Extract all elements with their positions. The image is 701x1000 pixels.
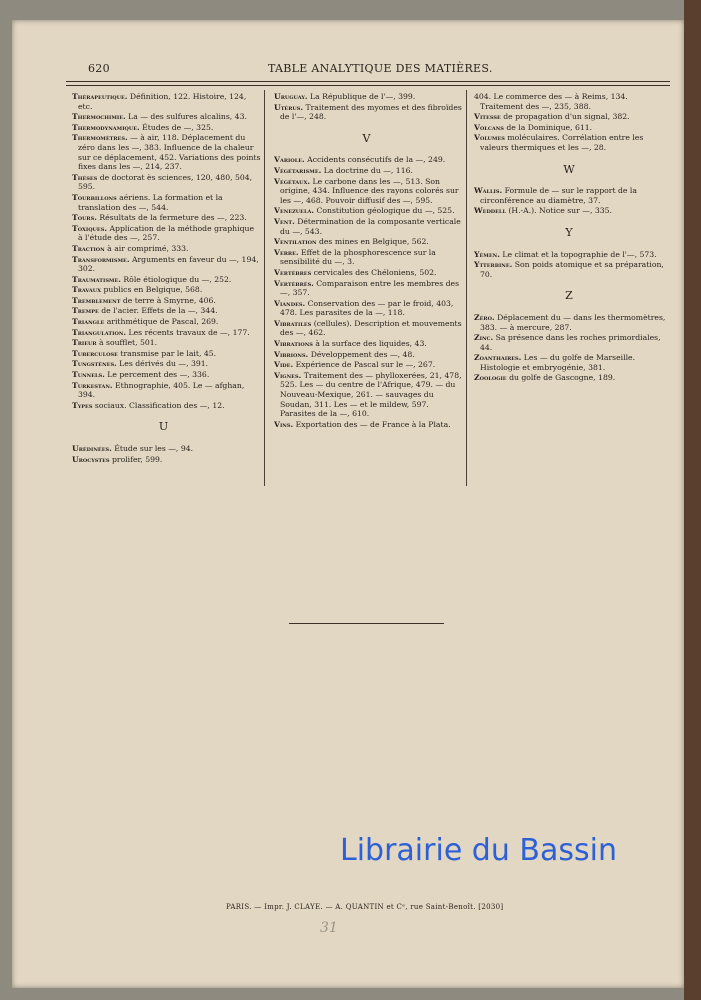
entry-text: Constitution géologique du —, 525.	[314, 206, 455, 216]
entry-heading: Vibrions.	[274, 349, 309, 359]
index-entry	[66, 244, 261, 254]
entry-text: Traitement des myomes et des fibroïdes de l'—, 248.	[280, 102, 462, 122]
index-entry	[468, 133, 670, 152]
index-entry	[468, 112, 670, 122]
entry-text: Exportation des — de France à la Plata.	[293, 419, 451, 429]
entry-heading: Yémen.	[474, 249, 500, 259]
entry-text: de propagation d'un signal, 382.	[500, 112, 630, 122]
entry-heading: Weddell	[474, 206, 506, 216]
entry-heading: Urocystes	[72, 454, 110, 464]
index-entry	[268, 166, 465, 176]
column-separator-2	[466, 90, 467, 486]
index-entry	[268, 350, 465, 360]
entry-heading: Vertébrés.	[274, 278, 314, 288]
entry-text: Développement des —, 48.	[308, 349, 415, 359]
index-entry	[66, 123, 261, 133]
index-entry	[268, 319, 465, 338]
entry-text: Études de —, 325.	[139, 122, 214, 132]
entry-heading: Turkestan.	[72, 380, 113, 390]
entry-text: La — des sulfures alcalins, 43.	[125, 112, 247, 122]
entry-text: La République de l'—, 399.	[307, 92, 416, 101]
index-entry	[468, 92, 670, 111]
index-entry	[66, 133, 261, 171]
index-entry	[268, 103, 465, 122]
entry-text: du golfe de Gascogne, 189.	[506, 373, 616, 383]
index-entry	[268, 279, 465, 298]
entry-text: de terre à Smyrne, 406.	[120, 295, 216, 305]
entry-text: Le climat et la topographie de l'—, 573.	[499, 249, 657, 259]
section-letter: U	[158, 420, 169, 434]
index-entry	[268, 155, 465, 165]
entry-heading: Vibrations	[274, 339, 313, 349]
entry-text: Son poids atomique et sa préparation, 70.	[480, 260, 664, 279]
end-rule	[289, 623, 444, 624]
section-letter: Z	[565, 289, 573, 303]
entry-heading: Tours.	[72, 213, 97, 223]
entry-heading: Ventilation	[274, 237, 317, 247]
entry-heading: Traction	[72, 243, 105, 253]
entry-heading: Types	[72, 400, 93, 410]
index-entry	[66, 401, 261, 411]
entry-text: des mines en Belgique, 562.	[316, 237, 429, 247]
entry-text: Les récents travaux de —, 177.	[126, 327, 250, 337]
index-entry	[468, 373, 670, 383]
entry-heading: Trempe	[72, 306, 99, 316]
index-entry	[66, 317, 261, 327]
entry-text: Sa présence dans les roches primordiales, 44.	[480, 333, 661, 352]
entry-heading: Vide.	[274, 360, 294, 370]
entry-text: moléculaires. Corrélation entre les valeurs thermiques et les —, 28.	[480, 133, 644, 152]
index-entry	[66, 173, 261, 192]
entry-text: La doctrine du —, 116.	[321, 165, 413, 175]
entry-heading: Vertèbres	[274, 267, 312, 277]
index-entry	[268, 92, 465, 102]
entry-heading: Ytterbine.	[474, 260, 513, 270]
entry-heading: Uruguay.	[274, 92, 308, 101]
index-entry	[268, 206, 465, 216]
entry-text: à air comprimé, 333.	[104, 243, 189, 253]
entry-text: Rôle étiologique du —, 252.	[120, 274, 232, 284]
index-entry	[268, 371, 465, 419]
entry-heading: Tunnels.	[72, 370, 105, 380]
index-entry	[66, 370, 261, 380]
index-entry	[66, 193, 261, 212]
entry-text: prolifer, 599.	[109, 454, 163, 464]
entry-text: à la surface des liquides, 43.	[312, 339, 427, 349]
entry-heading: Végétaux.	[274, 176, 311, 186]
entry-heading: Volcans	[474, 122, 504, 132]
section-letter: Y	[565, 225, 573, 239]
entry-text: de l'acier. Effets de la —, 344.	[98, 306, 218, 316]
index-entry	[66, 328, 261, 338]
index-entry	[468, 313, 670, 332]
index-entry	[66, 444, 261, 454]
index-entry	[66, 338, 261, 348]
entry-text: Les dérivés du —, 391.	[116, 359, 209, 369]
entry-text: Ethnographie, 405. Le — afghan, 394.	[78, 380, 245, 400]
index-entry	[66, 359, 261, 369]
entry-heading: Thèses	[72, 172, 98, 182]
section-letter: W	[563, 162, 575, 176]
entry-heading: Viandes.	[274, 298, 306, 308]
index-entry	[66, 306, 261, 316]
entry-text: de la Dominique, 611.	[503, 122, 593, 132]
index-entry	[268, 268, 465, 278]
entry-text: Le carbone dans les —, 513. Son origine, 434. Influence des rayons colorés sur les —, 468. Pouvoir diffusif des —, 595.	[280, 176, 459, 205]
entry-text: arithmétique de Pascal, 269.	[104, 317, 219, 327]
entry-text: Déplacement du — dans les thermomètres, 383. — à mercure, 287.	[480, 312, 666, 332]
entry-heading: Utérus.	[274, 102, 304, 112]
entry-heading: Végétarisme.	[274, 165, 322, 175]
index-column-1	[66, 92, 261, 465]
page-number: 620	[88, 62, 110, 75]
entry-heading: Tuberculose	[72, 348, 118, 358]
index-entry	[268, 420, 465, 430]
entry-heading: Wallis.	[474, 186, 503, 196]
entry-text: Accidents consécutifs de la —, 249.	[304, 155, 446, 165]
index-entry	[468, 186, 670, 205]
index-entry	[268, 248, 465, 267]
entry-text: aériens. La formation et la translation des —, 544.	[78, 192, 223, 212]
entry-text: Définition, 122. Histoire, 124, etc.	[78, 92, 247, 111]
index-entry	[468, 353, 670, 372]
index-entry	[66, 455, 261, 465]
index-entry	[66, 349, 261, 359]
entry-text: (H.-A.). Notice sur —, 335.	[505, 206, 612, 216]
entry-text: transmise par le lait, 45.	[117, 348, 217, 358]
index-entry	[66, 381, 261, 400]
entry-heading: Verre.	[274, 247, 299, 257]
watermark-text: Librairie du Bassin	[340, 833, 617, 868]
entry-text: Effet de la phosphorescence sur la sensibilité du —, 3.	[280, 247, 436, 267]
entry-heading: Triangle	[72, 317, 105, 327]
entry-text: Les — du golfe de Marseille. Histologie et embryogénie, 381.	[480, 353, 636, 372]
entry-text: Détermination de la composante verticale du —, 543.	[280, 216, 461, 236]
entry-heading: Zoologie	[474, 373, 507, 383]
entry-heading: Vitesse	[474, 112, 501, 122]
entry-text: Le percement des —, 336.	[104, 370, 210, 380]
entry-text: Traitement des — phylloxerées, 21, 478, 525. Les — du centre de l'Afrique, 479. — du Nouveau-Mexique, 261. — sauvages du Soudan, 311. Les — et le mildew, 597. Parasites de la —, 610.	[280, 370, 462, 419]
entry-heading: Tremblement	[72, 295, 121, 305]
index-entry	[268, 217, 465, 236]
entry-text: Comparaison entre les membres des —, 357.	[280, 278, 460, 298]
header-rule-bottom	[66, 85, 670, 86]
entry-heading: Toxiques.	[72, 223, 108, 233]
index-entry	[66, 213, 261, 223]
page-title: TABLE ANALYTIQUE DES MATIÈRES.	[268, 62, 493, 75]
entry-heading: Venezuela.	[274, 206, 315, 216]
entry-text: (cellules). Description et mouvements des —, 462.	[280, 318, 462, 338]
column-separator-1	[264, 90, 265, 486]
entry-heading: Travaux	[72, 285, 102, 295]
header-rule-top	[66, 81, 670, 82]
entry-text: publics en Belgique, 568.	[101, 285, 203, 295]
entry-text: Résultats de la fermeture des —, 223.	[96, 213, 247, 223]
index-entry	[66, 112, 261, 122]
entry-text: Expérience de Pascal sur le —, 267.	[293, 360, 436, 370]
index-entry	[66, 296, 261, 306]
index-entry	[268, 339, 465, 349]
index-entry	[66, 275, 261, 285]
index-entry	[268, 360, 465, 370]
index-entry	[66, 285, 261, 295]
entry-text: Application de la méthode graphique à l'étude des —, 257.	[78, 223, 254, 243]
entry-text: Arguments en faveur du —, 194, 302.	[78, 254, 259, 274]
book-spine	[684, 0, 701, 1000]
entry-text: Étude sur les —, 94.	[111, 444, 194, 453]
entry-heading: Vins.	[274, 419, 294, 429]
index-entry	[268, 177, 465, 206]
entry-text: Formule de — sur le rapport de la circonférence au diamètre, 37.	[480, 186, 637, 205]
entry-heading: Thermochimie.	[72, 112, 126, 122]
index-entry	[468, 250, 670, 260]
index-entry	[468, 333, 670, 352]
index-entry	[468, 260, 670, 279]
index-entry	[468, 206, 670, 216]
index-entry	[66, 255, 261, 274]
entry-heading: Vibratiles	[274, 318, 312, 328]
entry-heading: Triangulation.	[72, 327, 127, 337]
entry-text: Conservation des — par le froid, 403, 478. Les parasites de la —, 118.	[280, 298, 454, 318]
entry-text: sociaux. Classification des —, 12.	[92, 400, 225, 410]
entry-heading: Traumatisme.	[72, 274, 121, 284]
entry-heading: Zinc.	[474, 333, 494, 343]
entry-heading: Vent.	[274, 216, 295, 226]
section-letter: V	[362, 131, 371, 145]
entry-text: à soufflet, 501.	[96, 338, 158, 348]
entry-heading: Vignes.	[274, 370, 302, 380]
index-column-3	[468, 92, 670, 384]
entry-heading: Volumes	[474, 133, 505, 143]
printer-footer: PARIS. — Impr. J. CLAYE. — A. QUANTIN et Cᵉ, rue Saint-Benoît. [2030]	[226, 903, 504, 911]
index-entry	[66, 224, 261, 243]
entry-text: de doctorat ès sciences, 120, 480, 504, 595.	[78, 172, 253, 192]
entry-text: 404. Le commerce des — à Reims, 134. Traitement des —, 235, 388.	[474, 92, 628, 111]
entry-heading: Trieur	[72, 338, 97, 348]
index-entry	[66, 92, 261, 111]
entry-heading: Zoanthaires.	[474, 353, 522, 363]
entry-heading: Thermodynamique.	[72, 122, 140, 132]
entry-heading: Urédinées.	[72, 444, 112, 453]
pencil-mark: 31	[320, 920, 338, 936]
index-column-2	[268, 92, 465, 430]
entry-heading: Tungstènes.	[72, 359, 117, 369]
entry-heading: Variole.	[274, 155, 305, 165]
entry-heading: Thérapeutique.	[72, 92, 128, 101]
index-entry	[268, 299, 465, 318]
entry-heading: Zéro.	[474, 312, 495, 322]
entry-heading: Tourbillons	[72, 192, 117, 202]
entry-text: — à air, 118. Déplacement du zéro dans les —, 383. Influence de la chaleur sur ce déplacement, 452. Variations des points fixes dans les —, 214, 237.	[78, 133, 261, 172]
entry-text: cervicales des Chéloniens, 502.	[311, 267, 437, 277]
entry-heading: Transformisme.	[72, 254, 130, 264]
index-entry	[268, 237, 465, 247]
entry-heading: Thermomètres.	[72, 133, 128, 143]
index-entry	[468, 123, 670, 133]
